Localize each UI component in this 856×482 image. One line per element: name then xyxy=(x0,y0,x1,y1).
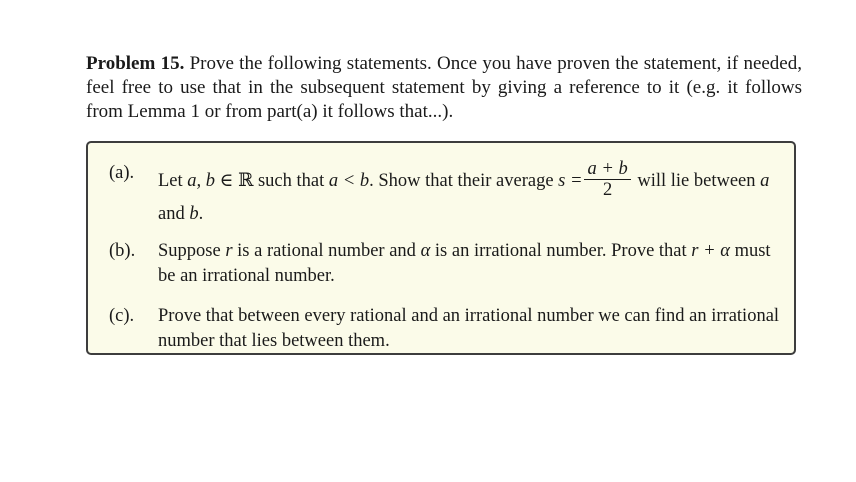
problem-statement xyxy=(86,52,802,124)
part-a-text xyxy=(158,161,781,227)
part-a xyxy=(109,161,781,227)
part-b-text-4: must be an irrational number. xyxy=(158,241,771,286)
part-a-math-ab: a, b xyxy=(187,170,216,191)
part-a-text-2: ∈ ℝ such that xyxy=(215,170,329,191)
part-a-math-a: a xyxy=(760,170,770,191)
part-b xyxy=(109,239,781,289)
part-b-math-alpha: α xyxy=(420,241,431,261)
part-b-label: (b). xyxy=(109,241,136,261)
part-b-text-2: is a rational number and xyxy=(232,241,421,261)
fraction-denominator: 2 xyxy=(602,180,613,200)
fraction-numerator: a + b xyxy=(584,159,630,180)
part-a-math-b: b xyxy=(189,204,199,224)
part-b-text xyxy=(158,239,781,289)
part-b-text-1: Suppose xyxy=(158,241,226,261)
part-a-text-3: . Show that their average xyxy=(369,170,559,191)
part-b-text-3: is an irrational number. Prove that xyxy=(430,241,692,261)
part-a-text-5: and xyxy=(158,204,190,224)
page xyxy=(86,52,802,351)
part-c-text: Prove that between every rational and an irrational number we can find an irrational number that lies between them. xyxy=(158,306,780,351)
problem-intro-text: Prove the following statements. Once you have proven the statement, if needed, feel free to use that in the subsequent statement by giving a reference to it (e.g. it follows from Lemma 1 or from part(a) it follows that...). xyxy=(86,53,802,122)
part-c-label: (c). xyxy=(109,306,135,326)
problem-heading: Problem 15. xyxy=(86,53,185,74)
part-a-math-s: s = xyxy=(558,170,583,191)
part-a-text-6: . xyxy=(198,204,204,224)
part-c xyxy=(109,304,781,354)
part-b-math-r: r xyxy=(225,241,233,261)
part-a-text-4: will lie between xyxy=(632,170,761,191)
part-a-label: (a). xyxy=(109,163,135,183)
part-b-math-sum: r + α xyxy=(691,241,730,261)
problem-parts-box xyxy=(86,141,796,355)
part-a-text-1: Let xyxy=(158,170,188,191)
part-a-math-inequality: a < b xyxy=(328,170,370,191)
average-fraction xyxy=(584,159,630,200)
